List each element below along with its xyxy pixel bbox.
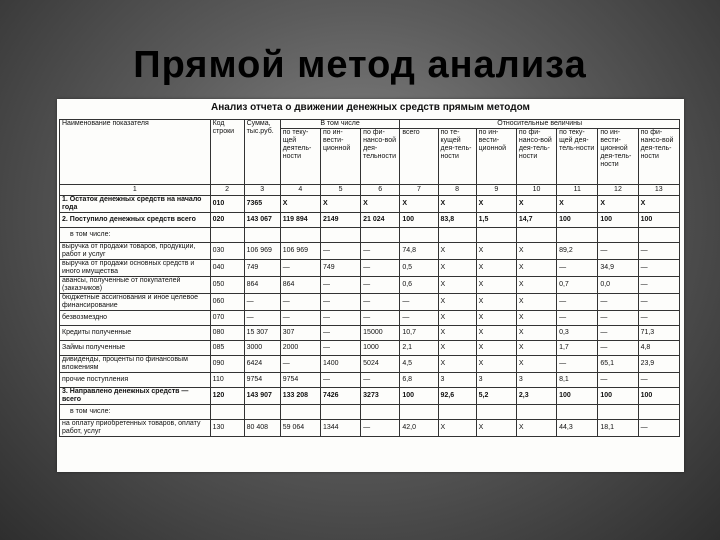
table-cell: Х xyxy=(476,196,516,213)
table-cell: 143 907 xyxy=(244,388,280,405)
row-code xyxy=(210,405,244,420)
table-cell: Х xyxy=(476,294,516,311)
table-cell: Х xyxy=(476,341,516,356)
column-number: 1 xyxy=(60,185,211,196)
table-cell: 3 xyxy=(516,373,556,388)
row-code: 050 xyxy=(210,277,244,294)
table-cell: Х xyxy=(516,294,556,311)
column-number: 10 xyxy=(516,185,556,196)
table-cell: Х xyxy=(476,243,516,260)
table-cell: 2149 xyxy=(320,213,360,228)
row-label: в том числе: xyxy=(60,228,211,243)
table-cell: 143 067 xyxy=(244,213,280,228)
table-cell: 100 xyxy=(598,213,638,228)
header-sub: по фи-нансо-вой дея-тель-ности xyxy=(516,129,556,185)
table-row xyxy=(60,228,680,243)
header-sub: по ин-вести-ционной xyxy=(476,129,516,185)
table-cell: 6424 xyxy=(244,356,280,373)
table-cell xyxy=(638,405,679,420)
table-cell: Х xyxy=(516,356,556,373)
table-cell: Х xyxy=(476,356,516,373)
table-cell: Х xyxy=(516,243,556,260)
table-cell: 18,1 xyxy=(598,420,638,437)
table-cell: 9754 xyxy=(280,373,320,388)
table-cell: 5024 xyxy=(361,356,400,373)
table-cell: — xyxy=(598,294,638,311)
table-cell: Х xyxy=(516,196,556,213)
table-cell xyxy=(557,405,598,420)
table-cell: — xyxy=(638,373,679,388)
column-number: 9 xyxy=(476,185,516,196)
table-cell: 4,8 xyxy=(638,341,679,356)
table-cell: 5,2 xyxy=(476,388,516,405)
table-cell: — xyxy=(320,326,360,341)
table-cell: 106 969 xyxy=(244,243,280,260)
table-cell xyxy=(320,405,360,420)
table-cell: Х xyxy=(438,420,476,437)
row-code: 010 xyxy=(210,196,244,213)
table-cell: 307 xyxy=(280,326,320,341)
table-cell: 3 xyxy=(438,373,476,388)
slide-title: Прямой метод анализа xyxy=(133,44,587,86)
row-code: 110 xyxy=(210,373,244,388)
table-cell: 10,7 xyxy=(400,326,438,341)
row-label: авансы, полученные от покупателей (заказчиков) xyxy=(60,277,211,294)
row-label: прочие поступления xyxy=(60,373,211,388)
cash-flow-table xyxy=(59,119,680,437)
row-code: 130 xyxy=(210,420,244,437)
table-cell: 3 xyxy=(476,373,516,388)
table-cell: 133 208 xyxy=(280,388,320,405)
table-cell: — xyxy=(557,260,598,277)
table-cell: 3000 xyxy=(244,341,280,356)
table-cell xyxy=(598,228,638,243)
table-cell xyxy=(516,405,556,420)
table-cell: 65,1 xyxy=(598,356,638,373)
table-row xyxy=(60,213,680,228)
table-cell: Х xyxy=(438,243,476,260)
table-cell: 1000 xyxy=(361,341,400,356)
table-cell: 23,9 xyxy=(638,356,679,373)
table-cell: Х xyxy=(516,277,556,294)
row-label: на оплату приобретенных товаров, оплату работ, услуг xyxy=(60,420,211,437)
table-cell: — xyxy=(320,243,360,260)
table-cell: Х xyxy=(438,326,476,341)
header-sub: по ин-вести-ционной xyxy=(320,129,360,185)
table-title: Анализ отчета о движении денежных средств прямым методом xyxy=(211,102,530,113)
table-cell: — xyxy=(638,311,679,326)
table-cell xyxy=(438,228,476,243)
table-cell: Х xyxy=(438,341,476,356)
table-cell: — xyxy=(280,311,320,326)
table-cell: 89,2 xyxy=(557,243,598,260)
table-cell: 15000 xyxy=(361,326,400,341)
row-label: выручка от продажи товаров, продукции, работ и услуг xyxy=(60,243,211,260)
table-row xyxy=(60,326,680,341)
table-cell: 0,6 xyxy=(400,277,438,294)
table-cell: 83,8 xyxy=(438,213,476,228)
column-number: 11 xyxy=(557,185,598,196)
header-name: Наименование показателя xyxy=(60,120,211,185)
table-cell xyxy=(361,405,400,420)
table-cell: 1344 xyxy=(320,420,360,437)
table-cell xyxy=(438,405,476,420)
row-code: 040 xyxy=(210,260,244,277)
table-cell: 42,0 xyxy=(400,420,438,437)
table-cell: 100 xyxy=(598,388,638,405)
table-cell: 1400 xyxy=(320,356,360,373)
table-cell: 14,7 xyxy=(516,213,556,228)
header-sub: по ин-вести-ционной дея-тель-ности xyxy=(598,129,638,185)
table-cell: — xyxy=(280,356,320,373)
table-cell xyxy=(476,228,516,243)
table-cell: Х xyxy=(476,277,516,294)
row-label: выручка от продажи основных средств и иного имущества xyxy=(60,260,211,277)
column-number: 8 xyxy=(438,185,476,196)
table-cell: — xyxy=(598,373,638,388)
table-cell: Х xyxy=(361,196,400,213)
table-cell: 100 xyxy=(400,388,438,405)
table-row xyxy=(60,341,680,356)
table-cell: — xyxy=(598,243,638,260)
table-cell: — xyxy=(320,294,360,311)
table-cell: Х xyxy=(280,196,320,213)
table-row xyxy=(60,356,680,373)
table-cell: Х xyxy=(516,341,556,356)
row-code: 020 xyxy=(210,213,244,228)
column-number: 6 xyxy=(361,185,400,196)
table-cell: 0,7 xyxy=(557,277,598,294)
table-cell: — xyxy=(361,260,400,277)
table-cell: — xyxy=(638,243,679,260)
table-cell: 100 xyxy=(557,388,598,405)
row-code: 080 xyxy=(210,326,244,341)
header-sub: по теку-щей деятель-ности xyxy=(280,129,320,185)
table-cell: 1,5 xyxy=(476,213,516,228)
table-cell: Х xyxy=(557,196,598,213)
table-cell xyxy=(516,228,556,243)
column-number: 3 xyxy=(244,185,280,196)
table-cell xyxy=(280,228,320,243)
column-number: 13 xyxy=(638,185,679,196)
table-cell: 749 xyxy=(244,260,280,277)
table-row xyxy=(60,405,680,420)
table-cell: — xyxy=(638,260,679,277)
table-cell: Х xyxy=(476,260,516,277)
table-cell: — xyxy=(361,243,400,260)
table-cell: 0,0 xyxy=(598,277,638,294)
table-cell: — xyxy=(557,294,598,311)
table-cell: — xyxy=(598,341,638,356)
header-sum: Сумма, тыс.руб. xyxy=(244,120,280,185)
table-row xyxy=(60,311,680,326)
row-label: 1. Остаток денежных средств на начало года xyxy=(60,196,211,213)
table-cell: 100 xyxy=(638,213,679,228)
table-cell: 100 xyxy=(400,213,438,228)
table-cell xyxy=(476,405,516,420)
table-cell: Х xyxy=(400,196,438,213)
header-sub: всего xyxy=(400,129,438,185)
table-cell: 2,1 xyxy=(400,341,438,356)
table-cell: 100 xyxy=(557,213,598,228)
table-cell: Х xyxy=(516,260,556,277)
table-cell: 4,5 xyxy=(400,356,438,373)
table-cell xyxy=(320,228,360,243)
header-sub: по теку-щей дея-тель-ности xyxy=(557,129,598,185)
table-cell: — xyxy=(598,326,638,341)
header-sub: по фи-нансо-вой дея-тель-ности xyxy=(638,129,679,185)
column-number: 12 xyxy=(598,185,638,196)
table-cell: 2000 xyxy=(280,341,320,356)
row-label: 2. Поступило денежных средств всего xyxy=(60,213,211,228)
row-code: 030 xyxy=(210,243,244,260)
table-cell: Х xyxy=(516,420,556,437)
table-cell: 21 024 xyxy=(361,213,400,228)
column-number: 7 xyxy=(400,185,438,196)
table-cell xyxy=(598,405,638,420)
table-cell: 15 307 xyxy=(244,326,280,341)
table-cell xyxy=(280,405,320,420)
table-cell: — xyxy=(598,311,638,326)
row-label: дивиденды, проценты по финансовым вложениям xyxy=(60,356,211,373)
table-cell: 80 408 xyxy=(244,420,280,437)
table-cell xyxy=(557,228,598,243)
column-number: 4 xyxy=(280,185,320,196)
table-row xyxy=(60,373,680,388)
table-row xyxy=(60,388,680,405)
table-row xyxy=(60,243,680,260)
table-cell: 71,3 xyxy=(638,326,679,341)
table-cell: 74,8 xyxy=(400,243,438,260)
table-cell xyxy=(244,228,280,243)
row-code: 120 xyxy=(210,388,244,405)
row-label: Займы полученные xyxy=(60,341,211,356)
table-cell: Х xyxy=(438,260,476,277)
table-cell: Х xyxy=(438,294,476,311)
header-sub: по те-кущей дея-тель-ности xyxy=(438,129,476,185)
row-code: 085 xyxy=(210,341,244,356)
table-cell: 6,8 xyxy=(400,373,438,388)
table-cell xyxy=(400,228,438,243)
header-relative: Относительные величины xyxy=(400,120,680,129)
table-cell: 9754 xyxy=(244,373,280,388)
table-cell: — xyxy=(244,294,280,311)
table-cell: 0,3 xyxy=(557,326,598,341)
column-number: 2 xyxy=(210,185,244,196)
table-cell: — xyxy=(638,294,679,311)
table-cell: 59 064 xyxy=(280,420,320,437)
table-cell: 119 894 xyxy=(280,213,320,228)
table-cell xyxy=(638,228,679,243)
table-cell: 100 xyxy=(638,388,679,405)
table-cell: — xyxy=(361,294,400,311)
row-label: 3. Направлено денежных средств — всего xyxy=(60,388,211,405)
table-cell: — xyxy=(557,311,598,326)
table-cell: — xyxy=(320,373,360,388)
row-label: Кредиты полученные xyxy=(60,326,211,341)
row-code: 070 xyxy=(210,311,244,326)
table-cell: — xyxy=(557,356,598,373)
table-row xyxy=(60,294,680,311)
table-cell: 44,3 xyxy=(557,420,598,437)
table-cell: 2,3 xyxy=(516,388,556,405)
table-cell: — xyxy=(361,277,400,294)
table-cell: 864 xyxy=(280,277,320,294)
table-cell: — xyxy=(361,311,400,326)
document-scan xyxy=(57,99,684,472)
table-cell: 749 xyxy=(320,260,360,277)
table-cell: 0,5 xyxy=(400,260,438,277)
header-including: В том числе xyxy=(280,120,400,129)
header-code: Код строки xyxy=(210,120,244,185)
table-cell: 864 xyxy=(244,277,280,294)
table-cell: — xyxy=(320,341,360,356)
table-cell: Х xyxy=(516,311,556,326)
table-cell: — xyxy=(320,311,360,326)
table-cell: Х xyxy=(320,196,360,213)
table-cell xyxy=(361,228,400,243)
table-cell: — xyxy=(400,311,438,326)
table-cell: Х xyxy=(476,326,516,341)
row-label: безвозмездно xyxy=(60,311,211,326)
table-cell xyxy=(244,405,280,420)
table-cell: 3273 xyxy=(361,388,400,405)
table-cell: 7426 xyxy=(320,388,360,405)
table-cell: — xyxy=(320,277,360,294)
table-row xyxy=(60,277,680,294)
table-cell: Х xyxy=(638,196,679,213)
table-cell: Х xyxy=(438,311,476,326)
table-cell: 92,6 xyxy=(438,388,476,405)
table-cell: Х xyxy=(438,277,476,294)
table-cell: 8,1 xyxy=(557,373,598,388)
table-cell: — xyxy=(361,373,400,388)
column-number: 5 xyxy=(320,185,360,196)
table-cell: Х xyxy=(598,196,638,213)
row-code xyxy=(210,228,244,243)
table-cell: Х xyxy=(476,311,516,326)
row-label: бюджетные ассигнования и иное целевое финансирование xyxy=(60,294,211,311)
table-cell: 34,9 xyxy=(598,260,638,277)
table-cell: — xyxy=(280,260,320,277)
table-cell: — xyxy=(280,294,320,311)
table-cell: Х xyxy=(438,356,476,373)
table-cell: Х xyxy=(516,326,556,341)
table-cell: Х xyxy=(438,196,476,213)
table-row xyxy=(60,260,680,277)
table-cell: — xyxy=(244,311,280,326)
row-code: 090 xyxy=(210,356,244,373)
table-cell: 7365 xyxy=(244,196,280,213)
table-cell: — xyxy=(638,420,679,437)
row-code: 060 xyxy=(210,294,244,311)
table-row xyxy=(60,196,680,213)
table-cell: 1,7 xyxy=(557,341,598,356)
table-cell: — xyxy=(400,294,438,311)
table-cell: Х xyxy=(476,420,516,437)
table-row xyxy=(60,420,680,437)
table-body xyxy=(60,196,680,437)
table-cell: 106 969 xyxy=(280,243,320,260)
table-cell: — xyxy=(638,277,679,294)
table-cell xyxy=(400,405,438,420)
header-sub: по фи-нансо-вой дея-тельности xyxy=(361,129,400,185)
table-cell: — xyxy=(361,420,400,437)
row-label: в том числе: xyxy=(60,405,211,420)
